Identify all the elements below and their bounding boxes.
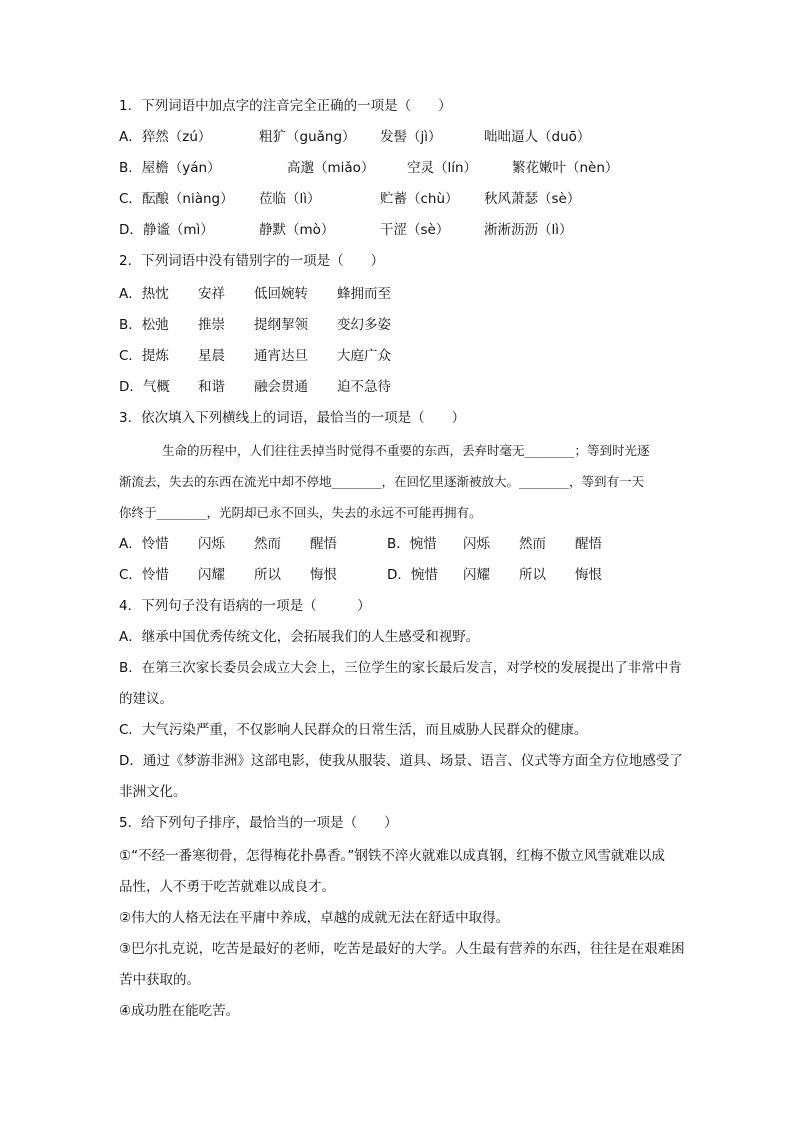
q4-option-a[interactable]: A．继承中国优秀传统文化，会拓展我们的人生感受和视野。 bbox=[119, 629, 480, 645]
q5-sentence-2: ②伟大的人格无法在平庸中养成，卓越的成就无法在舒适中取得。 bbox=[119, 910, 510, 926]
q1-b-4: 繁花嫩叶（nèn） bbox=[512, 160, 619, 176]
q5-sentence-4: ④成功胜在能吃苦。 bbox=[119, 1003, 240, 1019]
q1-stem: 1．下列词语中加点字的注音完全正确的一项是（ ） bbox=[119, 98, 452, 114]
q3-c-3: 所以 bbox=[254, 567, 281, 583]
q2-b-2: 推崇 bbox=[198, 317, 225, 333]
q1-c-3: 贮蓄（chù） bbox=[380, 191, 459, 207]
q3-passage-line-1: 生命的历程中，人们往往丢掉当时觉得不重要的东西，丢弃时毫无________；等到时光逐 bbox=[162, 443, 650, 458]
q4-option-d-line-1[interactable]: D．通过《梦游非洲》这部电影，使我从服装、道具、场景、语言、仪式等方面全方位地感受了 bbox=[119, 753, 683, 769]
q3-b-4: 醒悟 bbox=[575, 536, 602, 552]
q1-c-4: 秋风萧瑟（sè） bbox=[484, 191, 581, 207]
q1-a-1: A．猝然（zú） bbox=[119, 129, 212, 145]
q3-passage-line-3: 你终于________，光阴却已永不回头，失去的永远不可能再拥有。 bbox=[119, 505, 482, 520]
q2-stem: 2．下列词语中没有错别字的一项是（ ） bbox=[119, 253, 385, 269]
q3-passage-line-2: 渐流去，失去的东西在流光中却不停地________，在回忆里逐渐被放大。________，等到有一天 bbox=[119, 474, 645, 489]
q3-d-2: 闪耀 bbox=[463, 567, 490, 583]
q3-a-1: A．怜惜 bbox=[119, 536, 169, 552]
q4-option-d-line-2: 非洲文化。 bbox=[119, 784, 187, 800]
q4-option-c[interactable]: C．大气污染严重，不仅影响人民群众的日常生活，而且威胁人民群众的健康。 bbox=[119, 722, 588, 738]
q1-c-2: 莅临（lì） bbox=[259, 191, 321, 207]
q4-option-b-line-2: 的建议。 bbox=[119, 691, 173, 707]
q5-sentence-1-line-1: ①“不经一番寒彻骨，怎得梅花扑鼻香。”钢铁不淬火就难以成真钢，红梅不傲立风雪就难以成 bbox=[119, 848, 665, 864]
q1-d-4: 淅淅沥沥（lì） bbox=[484, 222, 573, 238]
q3-d-4: 悔恨 bbox=[575, 567, 602, 583]
q1-a-2: 粗犷（guǎng） bbox=[259, 129, 356, 145]
q3-a-3: 然而 bbox=[254, 536, 281, 552]
q2-a-2: 安祥 bbox=[198, 286, 225, 302]
q1-a-4: 咄咄逼人（duō） bbox=[484, 129, 591, 145]
q1-a-3: 发髻（jì） bbox=[380, 129, 442, 145]
q4-option-b-line-1[interactable]: B．在第三次家长委员会成立大会上，三位学生的家长最后发言，对学校的发展提出了非常中肯 bbox=[119, 660, 682, 676]
q3-c-2: 闪耀 bbox=[198, 567, 225, 583]
q1-b-3: 空灵（lín） bbox=[407, 160, 478, 176]
q1-b-1: B．屋檐（yán） bbox=[119, 160, 221, 176]
q2-d-1: D．气概 bbox=[119, 379, 170, 395]
q3-b-3: 然而 bbox=[519, 536, 546, 552]
q2-b-3: 提纲挈领 bbox=[254, 317, 308, 333]
q3-d-1: D．惋惜 bbox=[387, 567, 438, 583]
q2-c-4: 大庭广众 bbox=[337, 348, 391, 364]
q1-d-1: D．静谧（mì） bbox=[119, 222, 214, 238]
q2-d-3: 融会贯通 bbox=[254, 379, 308, 395]
q2-a-4: 蜂拥而至 bbox=[337, 286, 391, 302]
q3-a-4: 醒悟 bbox=[310, 536, 337, 552]
q1-c-1: C．酝酿（niàng） bbox=[119, 191, 234, 207]
q5-sentence-1-line-2: 品性，人不勇于吃苦就难以成良才。 bbox=[119, 879, 335, 895]
q4-stem: 4．下列句子没有语病的一项是（ ） bbox=[119, 598, 371, 614]
q1-d-3: 干涩（sè） bbox=[380, 222, 450, 238]
q2-c-3: 通宵达旦 bbox=[254, 348, 308, 364]
q3-c-1: C．怜惜 bbox=[119, 567, 169, 583]
q2-b-4: 变幻多姿 bbox=[337, 317, 391, 333]
q2-c-1: C．提炼 bbox=[119, 348, 169, 364]
q2-a-1: A．热忱 bbox=[119, 286, 169, 302]
q3-stem: 3．依次填入下列横线上的词语，最恰当的一项是（ ） bbox=[119, 410, 466, 426]
q5-sentence-3-line-2: 苦中获取的。 bbox=[119, 972, 200, 988]
q2-c-2: 星晨 bbox=[198, 348, 225, 364]
q2-d-2: 和谐 bbox=[198, 379, 225, 395]
q2-d-4: 迫不急待 bbox=[337, 379, 391, 395]
q1-b-2: 高邈（miǎo） bbox=[287, 160, 375, 176]
q1-d-2: 静默（mò） bbox=[259, 222, 335, 238]
q3-b-2: 闪烁 bbox=[463, 536, 490, 552]
q3-a-2: 闪烁 bbox=[198, 536, 225, 552]
q5-stem: 5．给下列句子排序，最恰当的一项是（ ） bbox=[119, 815, 398, 831]
q5-sentence-3-line-1: ③巴尔扎克说，吃苦是最好的老师，吃苦是最好的大学。人生最有营养的东西，往往是在艰难困 bbox=[119, 941, 685, 957]
q2-b-1: B．松弛 bbox=[119, 317, 169, 333]
q3-c-4: 悔恨 bbox=[310, 567, 337, 583]
q3-b-1: B．惋惜 bbox=[387, 536, 437, 552]
q2-a-3: 低回婉转 bbox=[254, 286, 308, 302]
q3-d-3: 所以 bbox=[519, 567, 546, 583]
